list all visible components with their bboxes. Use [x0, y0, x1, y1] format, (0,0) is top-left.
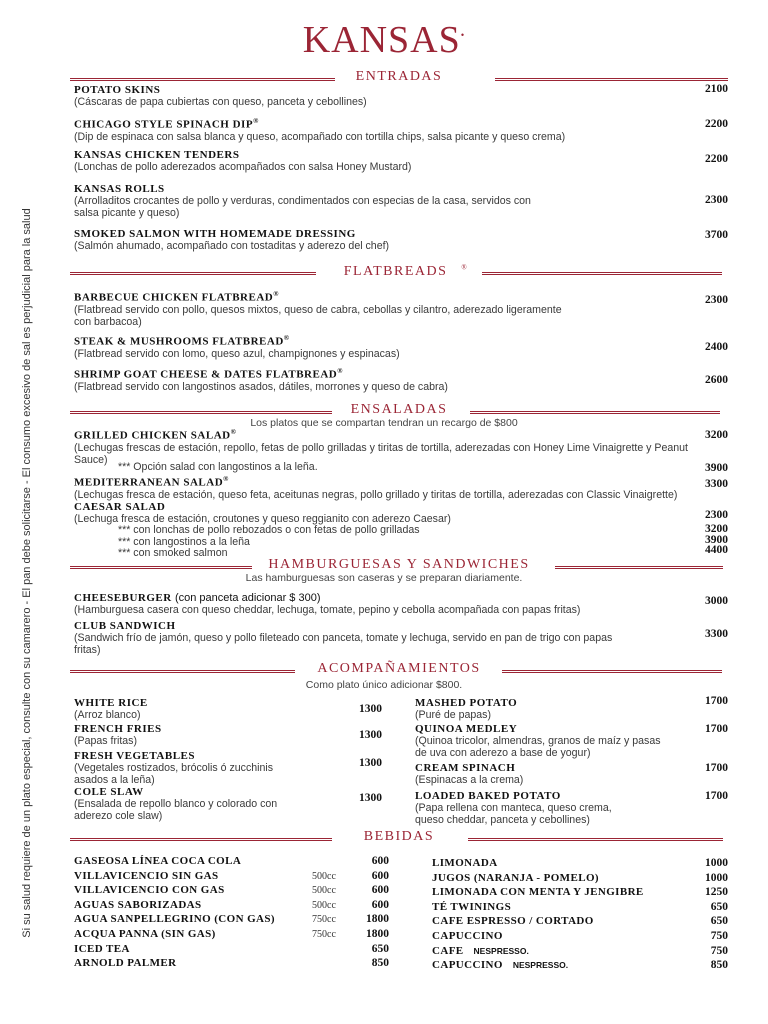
section-header-entradas: ENTRADAS [70, 72, 728, 86]
beverage-price: 650 [710, 900, 728, 913]
beverage-name: TÉ TWININGS [432, 900, 512, 913]
menu-item: MASHED POTATO (Puré de papas) [415, 697, 518, 721]
item-price: 2300 [705, 509, 728, 521]
beverage-name: LIMONADA CON MENTA Y JENGIBRE [432, 886, 644, 899]
item-price: 1300 [359, 757, 382, 769]
beverage-name: ACQUA PANNA (SIN GAS) [74, 928, 216, 940]
beverage-name: GASEOSA LÍNEA COCA COLA [74, 855, 242, 867]
beverage-name: AGUAS SABORIZADAS [74, 898, 202, 911]
menu-item: MEDITERRANEAN SALAD® (Lechugas fresca de estación, queso feta, aceitunas negras, pollo grillado y tiritas de tortilla, aderezadas con Classic Vinaigrette) [74, 475, 678, 501]
beverage-name: CAPUCCINO NESPRESSO. [432, 959, 569, 972]
sub-option: *** con langostinos a la leña [118, 536, 250, 548]
item-price: 3200 [705, 523, 728, 535]
beverage-price: 850 [371, 957, 389, 970]
menu-item: GRILLED CHICKEN SALAD® (Lechugas frescas de estación, repollo, fetas de pollo grilladas y tiritas de tortilla, aderezadas con Honey Lime Vinaigrette y Peanut Sauce) [74, 428, 689, 466]
section-note: Las hamburguesas son caseras y se preparan diariamente. [245, 572, 523, 584]
item-price: 3900 [705, 534, 728, 546]
section-header-bebidas: BEBIDAS [70, 832, 728, 846]
item-price: 3300 [705, 628, 728, 640]
beverage-size: 500cc [312, 899, 336, 911]
beverage-price: 1000 [705, 857, 728, 869]
beverage-name: VILLAVICENCIO CON GAS [74, 884, 225, 897]
section-note: Como plato único adicionar $800. [305, 679, 463, 691]
item-price: 1300 [359, 729, 382, 741]
section-header-ensaladas: ENSALADAS [70, 405, 728, 419]
beverage-name: CAPUCCINO [432, 930, 503, 942]
brand-logo: KANSAS• [302, 19, 466, 61]
beverage-name: ARNOLD PALMER [74, 957, 177, 970]
item-price: 3700 [705, 229, 728, 241]
item-price: 1700 [705, 762, 728, 774]
menu-item: WHITE RICE (Arroz blanco) [74, 697, 148, 721]
item-price: 2100 [705, 83, 728, 95]
item-price: 2400 [705, 341, 728, 353]
beverage-size: 750cc [312, 929, 336, 940]
item-price: 2300 [705, 294, 728, 306]
menu-item: CHEESEBURGER (con panceta adicionar $ 300) (Hamburguesa casera con queso cheddar, lechuga, tomate, pepino y cebolla acompañada con papas fritas) [74, 592, 581, 616]
item-price: 2200 [705, 118, 728, 130]
beverage-price: 750 [710, 944, 728, 957]
menu-item: COLE SLAW (Ensalada de repollo blanco y colorado con aderezo cole slaw) [74, 786, 278, 822]
item-price: 1300 [359, 792, 382, 804]
beverage-price: 1250 [705, 886, 728, 899]
item-price: 3300 [705, 478, 728, 490]
beverage-name: LIMONADA [432, 857, 498, 869]
section-header-hamburguesas: HAMBURGUESAS Y SANDWICHES [70, 560, 728, 574]
menu-item: KANSAS ROLLS (Arrolladitos crocantes de pollo y verduras, condimentados con especias de la casa, servidos con salsa picante y queso) [74, 183, 531, 219]
beverage-price: 1800 [366, 913, 389, 926]
menu-item: POTATO SKINS (Cáscaras de papa cubiertas con queso, panceta y cebollines) [74, 84, 367, 108]
item-price: 2300 [705, 194, 728, 206]
beverage-price: 650 [371, 942, 389, 955]
sub-option: *** Opción salad con langostinos a la leña. [118, 461, 318, 473]
beverage-size: 500cc [312, 885, 336, 897]
menu-item: QUINOA MEDLEY (Quinoa tricolor, almendras, granos de maíz y pasas de uva con aderezo a base de yogur) [415, 723, 661, 759]
menu-item: FRESH VEGETABLES (Vegetales rostizados, brócolis ó zucchinis asados a la leña) [74, 750, 274, 786]
sub-option: *** con smoked salmon [118, 547, 228, 559]
menu-item: SHRIMP GOAT CHEESE & DATES FLATBREAD® (Flatbread servido con langostinos asados, dátiles, morrones y queso de cabra) [74, 367, 448, 393]
item-price: 1700 [705, 695, 728, 707]
section-header-flatbreads: FLATBREADS ® [70, 266, 728, 280]
menu-item: KANSAS CHICKEN TENDERS (Lonchas de pollo aderezados acompañados con salsa Honey Mustard) [74, 149, 412, 173]
beverage-name: ICED TEA [74, 942, 130, 955]
beverage-name: JUGOS (NARANJA - POMELO) [432, 871, 599, 884]
beverage-price: 750 [710, 930, 728, 942]
beverage-price: 600 [371, 855, 389, 867]
item-price: 3000 [705, 595, 728, 607]
beverage-name: VILLAVICENCIO SIN GAS [74, 869, 219, 882]
beverage-name: CAFE NESPRESSO. [432, 944, 529, 957]
beverage-price: 600 [371, 869, 389, 882]
menu-item: STEAK & MUSHROOMS FLATBREAD® (Flatbread servido con lomo, queso azul, champignones y espinacas) [74, 334, 400, 360]
menu-item: BARBECUE CHICKEN FLATBREAD® (Flatbread servido con pollo, quesos mixtos, queso de cabra, cebollas y cilantro, aderezado ligeramente con barbacoa) [74, 290, 562, 328]
beverage-price: 600 [371, 884, 389, 897]
menu-item: CHICAGO STYLE SPINACH DIP® (Dip de espinaca con salsa blanca y queso, acompañado con tortilla chips, salsa picante y queso crema) [74, 117, 566, 143]
item-price: 1700 [705, 790, 728, 802]
beverage-size: 500cc [312, 870, 336, 882]
beverage-name: AGUA SANPELLEGRINO (CON GAS) [74, 913, 275, 926]
beverage-price: 850 [710, 959, 728, 972]
sub-option: *** con lonchas de pollo rebozados o con fetas de pollo grilladas [118, 524, 420, 536]
menu-item: CAESAR SALAD (Lechuga fresca de estación, croutones y queso reggianito con aderezo Caesar) [74, 501, 451, 525]
menu-item: SMOKED SALMON WITH HOMEMADE DRESSING (Salmón ahumado, acompañado con tostaditas y aderezo del chef) [74, 228, 390, 252]
menu-item: CLUB SANDWICH (Sandwich frío de jamón, queso y pollo fileteado con panceta, tomate y lechuga, servido en pan de trigo con papas fritas) [74, 620, 613, 656]
section-header-acompanamientos: ACOMPAÑAMIENTOS [70, 664, 728, 678]
menu-item: LOADED BAKED POTATO (Papa rellena con manteca, queso crema, queso cheddar, panceta y cebollines) [415, 790, 612, 826]
beverage-price: 600 [371, 898, 389, 911]
side-note: Si su salud requiere de un plato especial, consulte con su camarero - El pan debe solicitarse - El consumo excesivo de sal es perjudicial para la salud [21, 208, 33, 938]
section-note: Los platos que se compartan tendran un recargo de $800 [250, 417, 518, 429]
item-price: 2200 [705, 153, 728, 165]
item-price: 1300 [359, 703, 382, 715]
item-price: 2600 [705, 374, 728, 386]
item-price: 3900 [705, 462, 728, 474]
item-price: 4400 [705, 544, 728, 556]
item-price: 1700 [705, 723, 728, 735]
beverage-name: CAFE ESPRESSO / CORTADO [432, 915, 594, 928]
menu-item: CREAM SPINACH (Espinacas a la crema) [415, 762, 524, 786]
beverage-price: 650 [710, 915, 728, 928]
menu-item: FRENCH FRIES (Papas fritas) [74, 723, 162, 747]
beverage-size: 750cc [312, 914, 336, 926]
nespresso-logo: NESPRESSO. [473, 945, 529, 956]
beverage-price: 1800 [366, 928, 389, 940]
item-price: 3200 [705, 429, 728, 441]
nespresso-logo: NESPRESSO. [512, 960, 569, 971]
beverage-price: 1000 [705, 871, 728, 884]
